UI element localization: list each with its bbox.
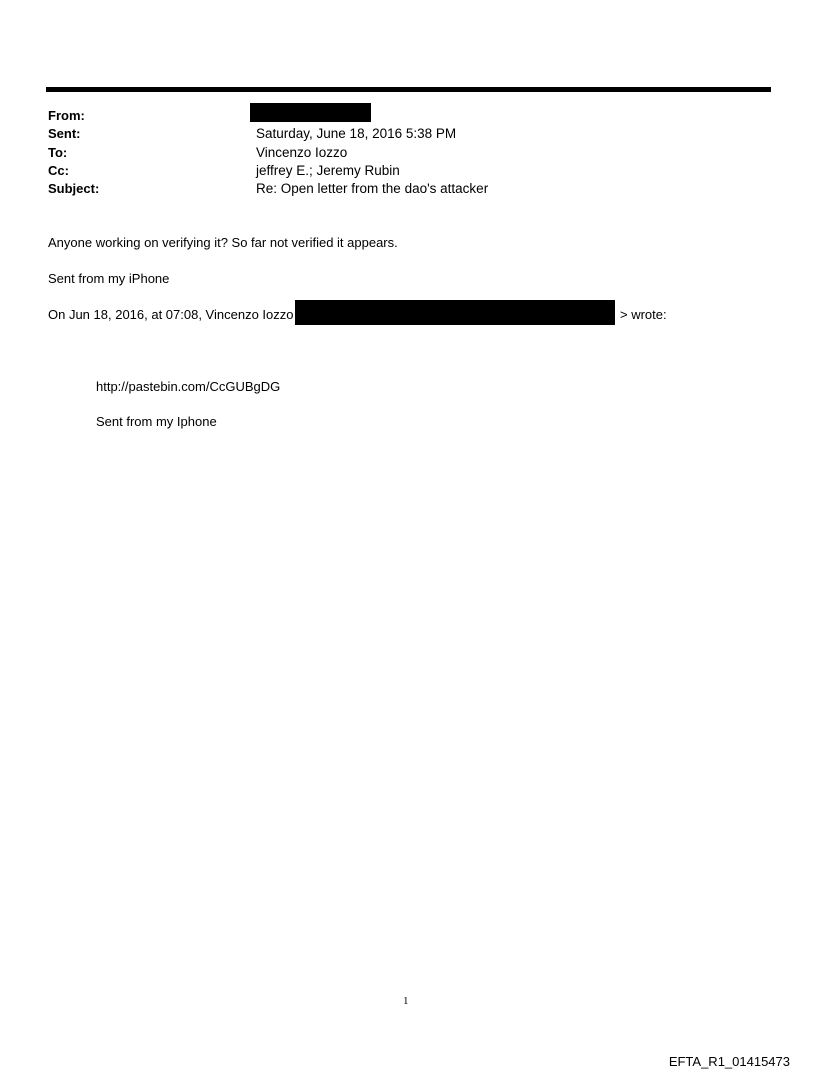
- subject-label: Subject:: [48, 181, 100, 196]
- to-row: [48, 144, 748, 162]
- bates-number: EFTA_R1_01415473: [668, 1054, 790, 1069]
- cc-row: [48, 162, 748, 180]
- page-number: 1: [403, 995, 409, 1007]
- quote-intro-suffix: > wrote:: [620, 307, 667, 322]
- signature-line: Sent from my iPhone: [48, 271, 170, 286]
- sent-value: Saturday, June 18, 2016 5:38 PM: [256, 126, 457, 141]
- from-row: [48, 107, 748, 125]
- subject-value: Re: Open letter from the dao's attacker: [256, 181, 489, 196]
- pastebin-link[interactable]: http://pastebin.com/CcGUBgDG: [96, 379, 281, 394]
- from-label: From:: [48, 108, 85, 123]
- quoted-signature: Sent from my Iphone: [96, 414, 217, 429]
- sent-row: [48, 125, 748, 143]
- to-label: To:: [48, 145, 68, 160]
- header-divider: [46, 87, 771, 92]
- cc-value: jeffrey E.; Jeremy Rubin: [256, 163, 400, 178]
- sent-label: Sent:: [48, 126, 81, 141]
- email-redaction: [295, 300, 615, 325]
- subject-row: [48, 180, 748, 198]
- message-line: Anyone working on verifying it? So far not verified it appears.: [48, 235, 398, 250]
- to-value: Vincenzo Iozzo: [256, 145, 348, 160]
- from-redaction: [250, 103, 371, 122]
- cc-label: Cc:: [48, 163, 69, 178]
- quote-intro-prefix: On Jun 18, 2016, at 07:08, Vincenzo Iozzo: [48, 307, 294, 322]
